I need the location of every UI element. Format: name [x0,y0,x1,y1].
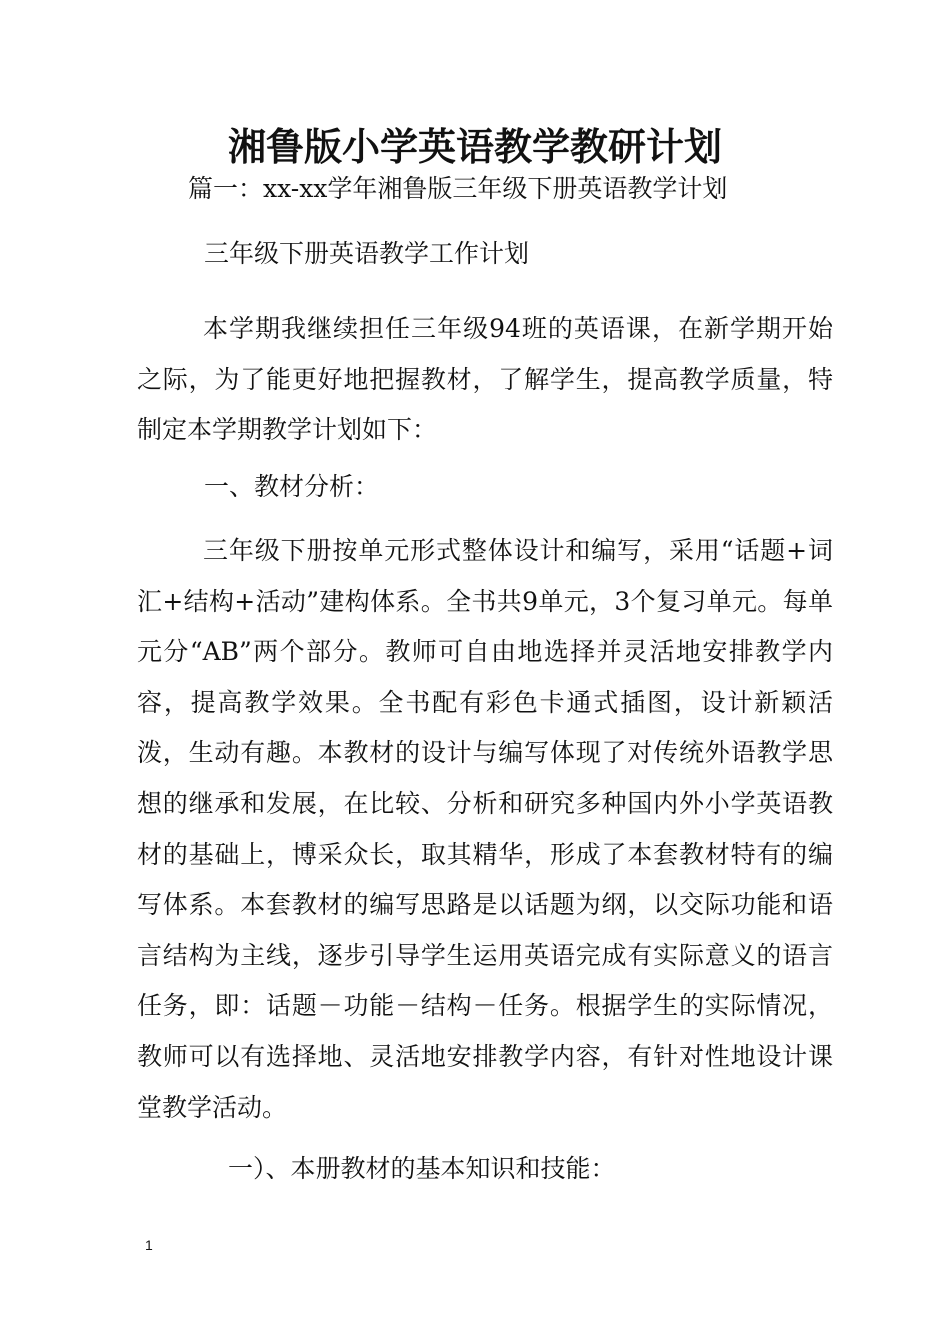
intro-paragraph: 本学期我继续担任三年级94班的英语课，在新学期开始之际，为了能更好地把握教材，了解学生，提高教学质量，特制定本学期教学计划如下： [137,314,833,445]
plan-heading: 三年级下册英语教学工作计划 [204,239,530,268]
document-title: 湘鲁版小学英语教学教研计划 [227,124,722,170]
subsection-heading: 一）、本册教材的基本知识和技能： [228,1154,616,1183]
page-number: 1 [145,1237,153,1253]
section-one-heading: 一、教材分析： [204,472,380,501]
textbook-analysis-paragraph: 三年级下册按单元形式整体设计和编写，采用“话题+词汇+结构+活动”建构体系。全书共9单元，3个复习单元。每单元分“AB”两个部分。教师可自由地选择并灵活地安排教学内容，提高教学效果。全书配有彩色卡通式插图，设计新颖活泼，生动有趣。本教材的设计与编写体现了对传统外语教学思想的继承和发展，在比较、分析和研究多种国内外小学英语教材的基础上，博采众长，取其精华，形成了本套教材特有的编写体系。本套教材的编写思路是以话题为纲，以交际功能和语言结构为主线，逐步引导学生运用英语完成有实际意义的语言任务，即：话题－功能－结构－任务。根据学生的实际情况，教师可以有选择地、灵活地安排教学内容，有针对性地设计课堂教学活动。 [137,536,833,1122]
article-heading: 篇一：xx-xx学年湘鲁版三年级下册英语教学计划 [188,174,728,203]
